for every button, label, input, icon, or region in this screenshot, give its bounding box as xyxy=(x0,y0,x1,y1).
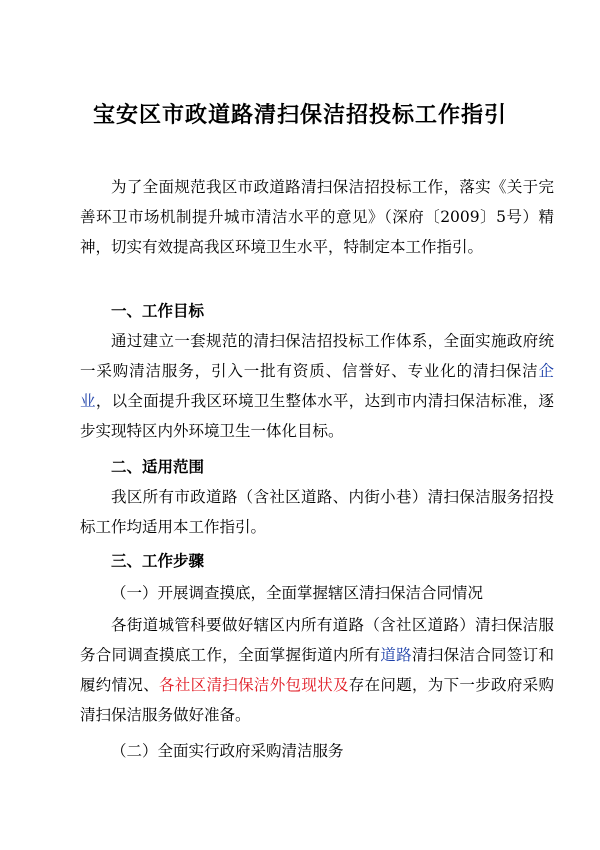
enterprise-link[interactable]: 企业 xyxy=(80,362,554,410)
section-1-heading: 一、工作目标 xyxy=(111,302,205,320)
section-3-heading: 三、工作步骤 xyxy=(111,552,205,570)
subsection-1-paragraph xyxy=(80,610,554,730)
section-2-heading: 二、适用范围 xyxy=(111,458,205,476)
subsection-1-text-after: 存在问题，为下一步政府采购清扫保洁服务做好准备。 xyxy=(80,676,554,724)
intro-paragraph: 为了全面规范我区市政道路清扫保洁招投标工作，落实《关于完善环卫市场机制提升城市清洁水平的意见》（深府〔2009〕5号）精神，切实有效提高我区环境卫生水平，特制定本工作指引。 xyxy=(80,178,554,256)
section-2-paragraph: 我区所有市政道路（含社区道路、内街小巷）清扫保洁服务招投标工作均适用本工作指引。 xyxy=(80,488,554,536)
section-1-paragraph xyxy=(80,326,554,446)
subsection-1-text-before: 各街道城管科要做好辖区内所有道路（含社区道路）清扫保洁服务合同调查摸底工作，全面掌握街道内所有 xyxy=(80,616,554,664)
road-link[interactable]: 道路 xyxy=(380,646,412,664)
subsection-1-text-mid: 清扫保洁合同签订和履约情况、 xyxy=(80,646,554,694)
document-title: 宝安区市政道路清扫保洁招投标工作指引 xyxy=(92,102,507,128)
subsection-2-heading: （二）全面实行政府采购清洁服务 xyxy=(111,742,344,760)
section-1-text-after: ，以全面提升我区环境卫生整体水平，达到市内清扫保洁标准，逐步实现特区内外环境卫生一体化目标。 xyxy=(80,392,554,440)
subsection-1-heading: （一）开展调查摸底，全面掌握辖区清扫保洁合同情况 xyxy=(111,584,484,602)
section-1-text-before: 通过建立一套规范的清扫保洁招投标工作体系，全面实施政府统一采购清洁服务，引入一批有资质、信誉好、专业化的清扫保洁 xyxy=(80,332,554,380)
highlighted-text: 各社区清扫保洁外包现状及 xyxy=(159,676,349,694)
